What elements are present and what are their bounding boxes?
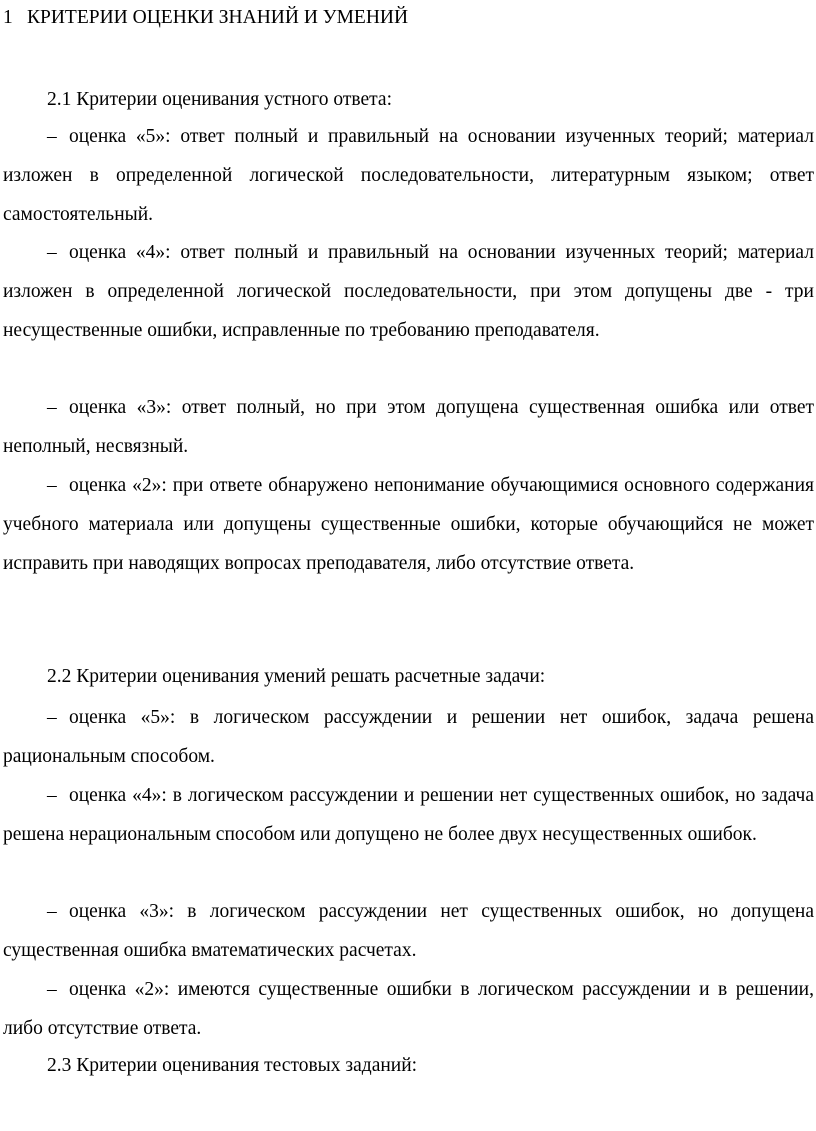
- dash-marker: –: [47, 475, 57, 496]
- section-title-2-2: 2.2 Критерии оценивания умений решать расчетные задачи:: [47, 666, 546, 687]
- criterion-item: [3, 698, 814, 776]
- criterion-item: [3, 388, 814, 466]
- heading-number: 1: [3, 7, 13, 28]
- criterion-item: [3, 776, 814, 854]
- section-title-2-3: 2.3 Критерии оценивания тестовых заданий:: [47, 1055, 418, 1076]
- criterion-text: оценка «3»: ответ полный, но при этом допущена существенная ошибка или ответ неполный, несвязный.: [3, 397, 814, 457]
- dash-marker: –: [47, 979, 57, 1000]
- criterion-text: оценка «5»: в логическом рассуждении и решении нет ошибок, задача решена рациональным способом.: [3, 707, 814, 767]
- dash-marker: –: [47, 242, 57, 263]
- dash-marker: –: [47, 901, 57, 922]
- criterion-text: оценка «4»: ответ полный и правильный на основании изученных теорий; материал изложен в определенной логической последовательности, при этом допущены две - три несущественные ошибки, исправленные по требованию преподавателя.: [3, 242, 814, 341]
- dash-marker: –: [47, 397, 57, 418]
- dash-marker: –: [47, 785, 57, 806]
- document-heading: [3, 6, 408, 30]
- criterion-text: оценка «5»: ответ полный и правильный на основании изученных теорий; материал изложен в определенной логической последовательности, литературным языком; ответ самостоятельный.: [3, 126, 814, 225]
- criterion-item: [3, 233, 814, 350]
- criterion-text: оценка «2»: имеются существенные ошибки в логическом рассуждении и в решении, либо отсутствие ответа.: [3, 979, 814, 1039]
- criterion-item: [3, 892, 814, 970]
- criterion-item: [3, 466, 814, 583]
- section-title-2-1: 2.1 Критерии оценивания устного ответа:: [47, 89, 392, 110]
- criterion-item: [3, 970, 814, 1048]
- dash-marker: –: [47, 707, 57, 728]
- criterion-item: [3, 117, 814, 234]
- criterion-text: оценка «3»: в логическом рассуждении нет существенных ошибок, но допущена существенная ошибка вматематических расчетах.: [3, 901, 814, 961]
- heading-title: КРИТЕРИИ ОЦЕНКИ ЗНАНИЙ И УМЕНИЙ: [27, 7, 409, 28]
- dash-marker: –: [47, 126, 57, 147]
- criterion-text: оценка «2»: при ответе обнаружено непонимание обучающимися основного содержания учебного материала или допущены существенные ошибки, которые обучающийся не может исправить при наводящих вопросах преподавателя, либо отсутствие ответа.: [3, 475, 814, 574]
- criterion-text: оценка «4»: в логическом рассуждении и решении нет существенных ошибок, но задача решена нерациональным способом или допущено не более двух несущественных ошибок.: [3, 785, 814, 845]
